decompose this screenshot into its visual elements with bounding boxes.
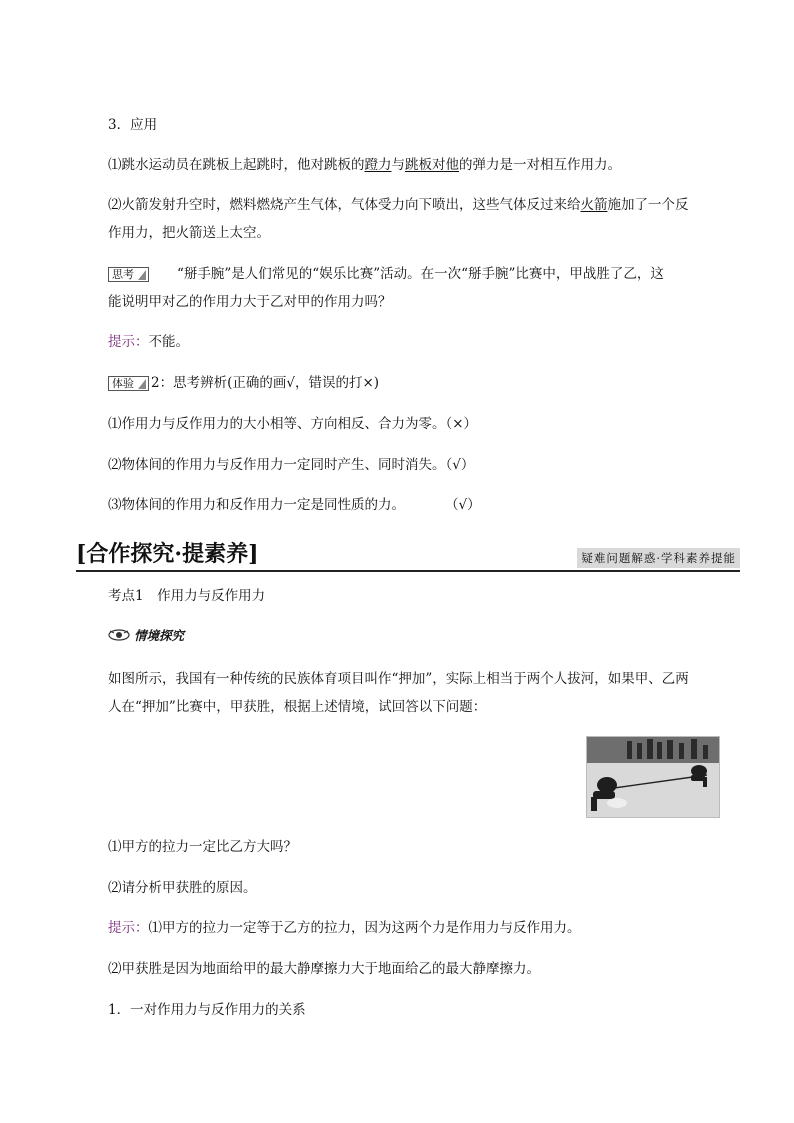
item1-pre: ⑴跳水运动员在跳板上起跳时，他对跳板的 bbox=[108, 157, 365, 173]
item2-pre: ⑵火箭发射升空时，燃料燃烧产生气体，气体受力向下喷出，这些气体反过来给 bbox=[108, 197, 581, 213]
question-2: ⑵请分析甲获胜的原因。 bbox=[108, 880, 257, 896]
section-header bbox=[76, 540, 740, 572]
think-line-2: 能说明甲对乙的作用力大于乙对甲的作用力吗？ bbox=[108, 294, 392, 310]
scene-icon bbox=[108, 628, 130, 642]
next-heading: 1．一对作用力与反作用力的关系 bbox=[108, 1002, 306, 1018]
experience-item-1: ⑴作用力与反作用力的大小相等、方向相反、合力为零。（×） bbox=[108, 416, 478, 432]
think-line-1 bbox=[108, 265, 664, 283]
answer-1 bbox=[108, 919, 581, 937]
answer-hint-label: 提示： bbox=[108, 920, 149, 936]
item1-mid: 与 bbox=[391, 157, 405, 173]
section-tag: 疑难问题解惑·学科素养提能 bbox=[577, 548, 740, 568]
topic-intro-line-1: 如图所示，我国有一种传统的民族体育项目叫作“押加”，实际上相当于两个人拔河，如果甲、乙两 bbox=[108, 671, 689, 687]
application-item-1 bbox=[108, 156, 621, 174]
experience-item-3-text: ⑶物体间的作用力和反作用力一定是同性质的力。 bbox=[108, 497, 405, 513]
item2-underline: 火箭 bbox=[580, 197, 608, 213]
experience-item-3-mark: （√） bbox=[445, 497, 481, 513]
topic-title: 考点1 作用力与反作用力 bbox=[108, 588, 266, 604]
answer-1-text: ⑴甲方的拉力一定等于乙方的拉力，因为这两个力是作用力与反作用力。 bbox=[148, 920, 581, 936]
think-tag: 思考 bbox=[108, 267, 149, 282]
item1-underline-2: 跳板对他 bbox=[405, 157, 459, 173]
experience-item-3 bbox=[108, 496, 481, 514]
scene-label: 情境探究 bbox=[134, 628, 185, 643]
item1-post: 的弹力是一对相互作用力。 bbox=[459, 157, 621, 173]
answer-2: ⑵甲获胜是因为地面给甲的最大静摩擦力大于地面给乙的最大静摩擦力。 bbox=[108, 961, 540, 977]
experience-tag: 体验 bbox=[108, 376, 149, 391]
application-heading: 3．应用 bbox=[108, 117, 158, 133]
question-1: ⑴甲方的拉力一定比乙方大吗？ bbox=[108, 839, 297, 855]
experience-title-text: 2：思考辨析(正确的画√，错误的打×) bbox=[151, 375, 380, 391]
section-title: [合作探究·提素养] bbox=[76, 541, 259, 567]
topic-intro-line-2: 人在“押加”比赛中，甲获胜，根据上述情境，试回答以下问题： bbox=[108, 699, 487, 715]
application-item-2-line-1 bbox=[108, 196, 689, 214]
think-hint bbox=[108, 333, 189, 351]
experience-title bbox=[108, 374, 379, 392]
application-item-2-line-2: 作用力，把火箭送上太空。 bbox=[108, 225, 270, 241]
item1-underline-1: 蹬力 bbox=[364, 157, 392, 173]
hint-text: 不能。 bbox=[148, 334, 189, 350]
scene-heading bbox=[108, 626, 184, 644]
photo-yajia-contest bbox=[586, 736, 720, 818]
item2-post: 施加了一个反 bbox=[607, 197, 689, 213]
experience-item-2: ⑵物体间的作用力与反作用力一定同时产生、同时消失。（√） bbox=[108, 457, 475, 473]
think-text-1: “掰手腕”是人们常见的“娱乐比赛”活动。在一次“掰手腕”比赛中，甲战胜了乙，这 bbox=[177, 266, 664, 282]
hint-label: 提示： bbox=[108, 334, 149, 350]
